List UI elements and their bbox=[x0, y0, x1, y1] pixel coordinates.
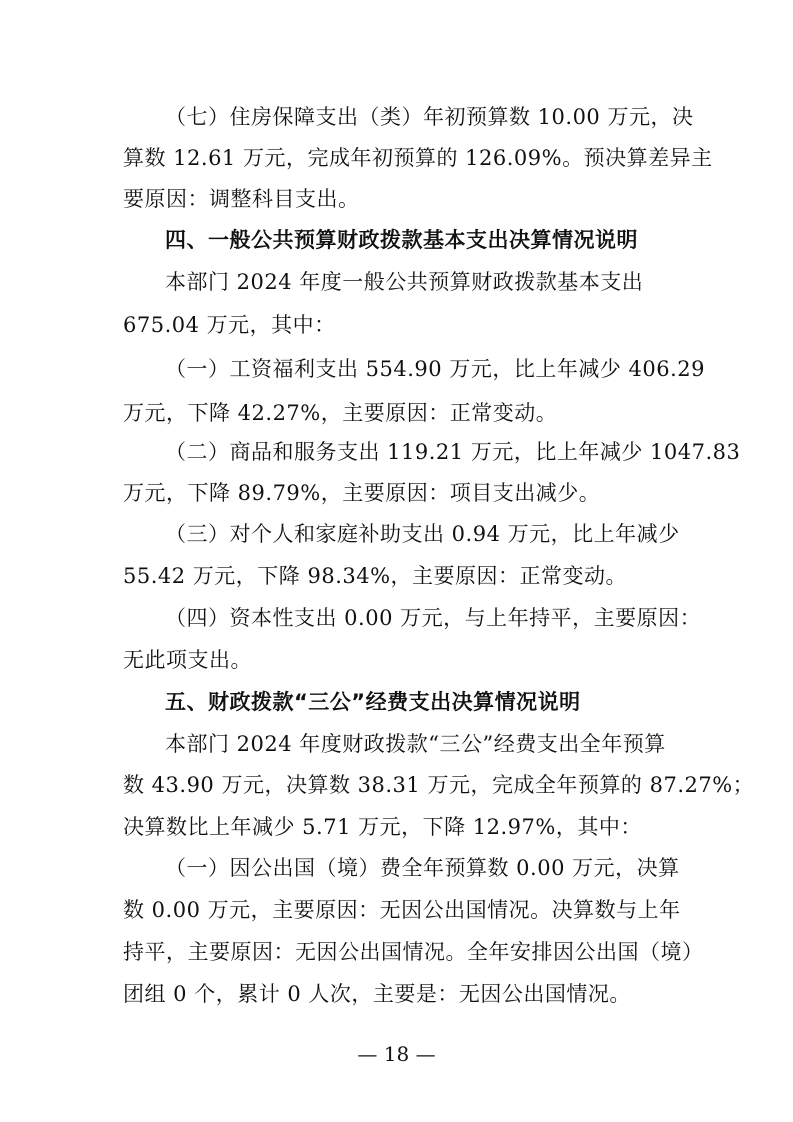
section-heading: 四、一般公共预算财政拨款基本支出决算情况说明 bbox=[165, 228, 638, 252]
paragraph-line: 675.04 万元，其中： bbox=[123, 313, 336, 337]
paragraph-line: 决算数比上年减少 5.71 万元，下降 12.97%，其中： bbox=[123, 815, 642, 839]
paragraph-line: 本部门 2024 年度财政拨款“三公”经费支出全年预算 bbox=[165, 732, 666, 756]
paragraph-line: 数 0.00 万元，主要原因：无因公出国情况。决算数与上年 bbox=[123, 898, 681, 922]
paragraph-line: （七）住房保障支出（类）年初预算数 10.00 万元，决 bbox=[165, 105, 694, 129]
paragraph-line: 团组 0 个，累计 0 人次，主要是：无因公出国情况。 bbox=[123, 982, 631, 1006]
paragraph-line: 万元，下降 89.79%，主要原因：项目支出减少。 bbox=[123, 481, 601, 505]
page-number: — 18 — bbox=[357, 1042, 436, 1066]
paragraph-line: 数 43.90 万元，决算数 38.31 万元，完成全年预算的 87.27%； bbox=[123, 773, 755, 797]
paragraph-line: 持平，主要原因：无因公出国情况。全年安排因公出国（境） bbox=[123, 940, 704, 964]
paragraph-line: 55.42 万元，下降 98.34%，主要原因：正常变动。 bbox=[123, 564, 628, 588]
paragraph-line: 要原因：调整科目支出。 bbox=[123, 187, 360, 211]
paragraph-line: （四）资本性支出 0.00 万元，与上年持平，主要原因： bbox=[165, 606, 702, 630]
paragraph-line: （三）对个人和家庭补助支出 0.94 万元，比上年减少 bbox=[165, 522, 680, 546]
paragraph-line: （二）商品和服务支出 119.21 万元，比上年减少 1047.83 bbox=[165, 440, 741, 464]
paragraph-line: 无此项支出。 bbox=[123, 648, 252, 672]
paragraph-line: （一）因公出国（境）费全年预算数 0.00 万元，决算 bbox=[165, 856, 680, 880]
paragraph-line: （一）工资福利支出 554.90 万元，比上年减少 406.29 bbox=[165, 357, 705, 381]
paragraph-line: 本部门 2024 年度一般公共预算财政拨款基本支出 bbox=[165, 270, 644, 294]
paragraph-line: 万元，下降 42.27%，主要原因：正常变动。 bbox=[123, 401, 558, 425]
section-heading: 五、财政拨款“三公”经费支出决算情况说明 bbox=[165, 690, 581, 714]
paragraph-line: 算数 12.61 万元，完成年初预算的 126.09%。预决算差异主 bbox=[123, 146, 713, 170]
